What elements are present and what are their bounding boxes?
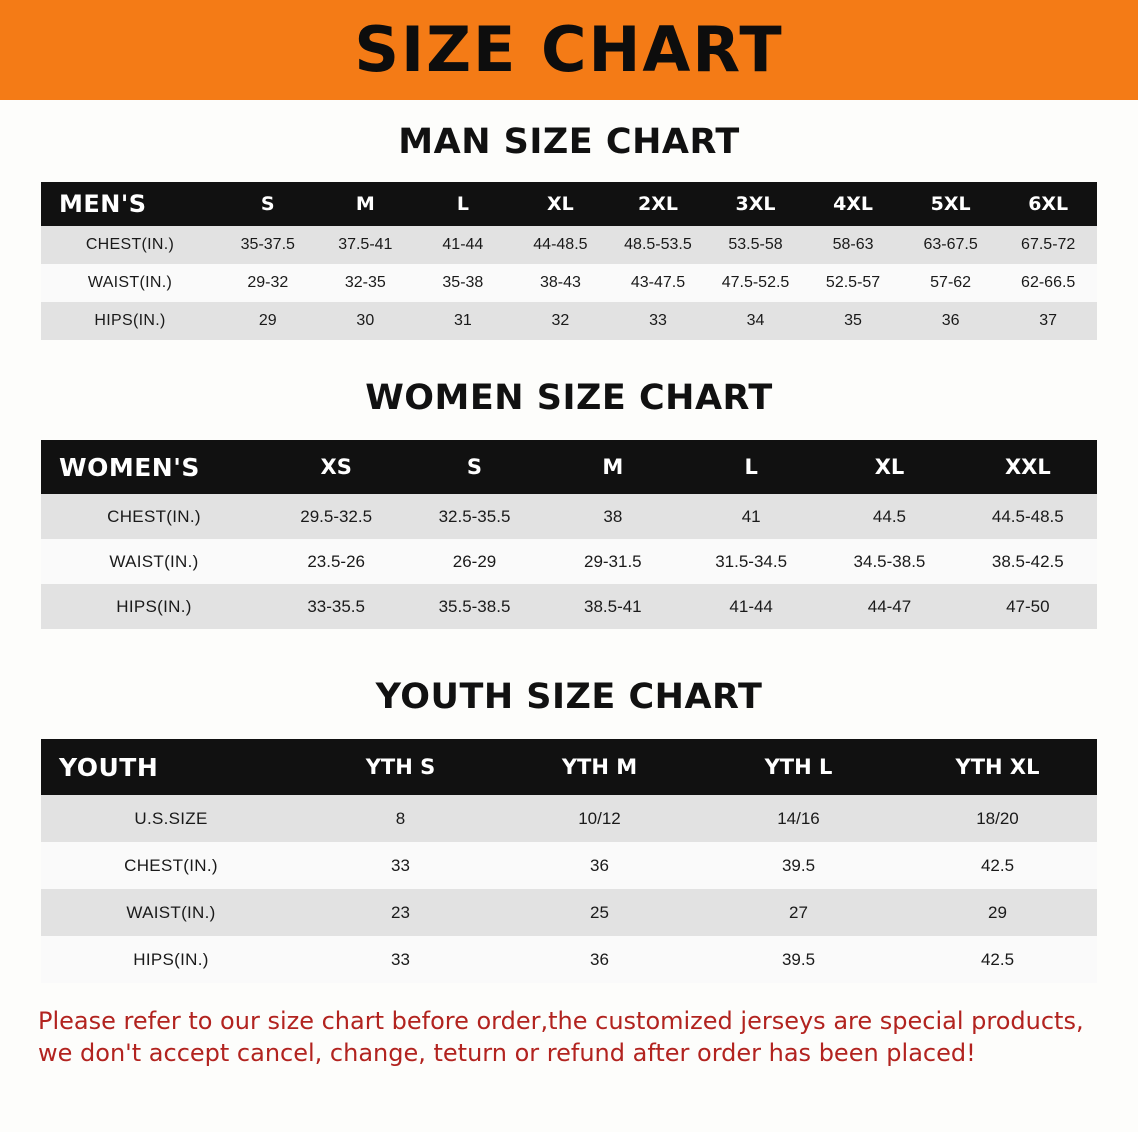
women-col-3: L xyxy=(682,440,820,494)
women-cell-1-3: 31.5-34.5 xyxy=(682,539,820,584)
men-cell-0-4: 48.5-53.5 xyxy=(609,226,707,264)
youth-col-0: YTH S xyxy=(301,739,500,795)
women-col-0: XS xyxy=(267,440,405,494)
men-cell-2-5: 34 xyxy=(707,302,805,340)
men-cell-1-7: 57-62 xyxy=(902,264,1000,302)
youth-size-table xyxy=(41,739,1097,983)
policy-note-line-2: we don't accept cancel, change, teturn or refund after order has been placed! xyxy=(38,1039,976,1068)
youth-cell-2-1: 25 xyxy=(500,889,699,936)
men-col-1: M xyxy=(317,182,415,226)
table-row xyxy=(41,584,1097,629)
table-row xyxy=(41,889,1097,936)
women-cell-2-4: 44-47 xyxy=(820,584,958,629)
women-cell-0-1: 32.5-35.5 xyxy=(405,494,543,539)
women-cell-2-2: 38.5-41 xyxy=(544,584,682,629)
men-row-1-label: WAIST(IN.) xyxy=(41,264,219,302)
men-col-2: L xyxy=(414,182,512,226)
men-cell-1-6: 52.5-57 xyxy=(804,264,902,302)
men-col-0: S xyxy=(219,182,317,226)
men-cell-2-4: 33 xyxy=(609,302,707,340)
women-cell-2-5: 47-50 xyxy=(959,584,1097,629)
women-row-1-label: WAIST(IN.) xyxy=(41,539,267,584)
youth-cell-3-0: 33 xyxy=(301,936,500,983)
men-col-8: 6XL xyxy=(999,182,1097,226)
men-cell-0-3: 44-48.5 xyxy=(512,226,610,264)
youth-cell-3-3: 42.5 xyxy=(898,936,1097,983)
men-cell-1-4: 43-47.5 xyxy=(609,264,707,302)
women-cell-2-3: 41-44 xyxy=(682,584,820,629)
page-title: SIZE CHART xyxy=(354,13,784,86)
men-cell-0-6: 58-63 xyxy=(804,226,902,264)
youth-cell-2-0: 23 xyxy=(301,889,500,936)
women-cell-1-5: 38.5-42.5 xyxy=(959,539,1097,584)
men-cell-0-8: 67.5-72 xyxy=(999,226,1097,264)
policy-note xyxy=(38,1005,1108,1070)
men-cell-0-0: 35-37.5 xyxy=(219,226,317,264)
women-col-4: XL xyxy=(820,440,958,494)
youth-cell-1-0: 33 xyxy=(301,842,500,889)
men-cell-1-2: 35-38 xyxy=(414,264,512,302)
youth-cell-0-1: 10/12 xyxy=(500,795,699,842)
youth-col-3: YTH XL xyxy=(898,739,1097,795)
youth-cell-1-2: 39.5 xyxy=(699,842,898,889)
women-row-2-label: HIPS(IN.) xyxy=(41,584,267,629)
men-cell-1-8: 62-66.5 xyxy=(999,264,1097,302)
men-col-5: 3XL xyxy=(707,182,805,226)
men-col-3: XL xyxy=(512,182,610,226)
youth-row-3-label: HIPS(IN.) xyxy=(41,936,301,983)
youth-cell-2-2: 27 xyxy=(699,889,898,936)
women-size-table xyxy=(41,440,1097,629)
table-row xyxy=(41,494,1097,539)
men-cell-2-1: 30 xyxy=(317,302,415,340)
table-header-row xyxy=(41,440,1097,494)
men-row-2-label: HIPS(IN.) xyxy=(41,302,219,340)
women-cell-1-4: 34.5-38.5 xyxy=(820,539,958,584)
youth-cell-3-2: 39.5 xyxy=(699,936,898,983)
men-cell-2-8: 37 xyxy=(999,302,1097,340)
youth-table-corner: YOUTH xyxy=(41,739,301,795)
men-cell-0-2: 41-44 xyxy=(414,226,512,264)
youth-cell-0-2: 14/16 xyxy=(699,795,898,842)
table-header-row xyxy=(41,182,1097,226)
women-table-corner: WOMEN'S xyxy=(41,440,267,494)
men-cell-2-6: 35 xyxy=(804,302,902,340)
youth-cell-3-1: 36 xyxy=(500,936,699,983)
men-row-0-label: CHEST(IN.) xyxy=(41,226,219,264)
table-row xyxy=(41,539,1097,584)
men-col-4: 2XL xyxy=(609,182,707,226)
table-row xyxy=(41,795,1097,842)
table-row xyxy=(41,264,1097,302)
men-cell-0-7: 63-67.5 xyxy=(902,226,1000,264)
men-cell-0-1: 37.5-41 xyxy=(317,226,415,264)
table-header-row xyxy=(41,739,1097,795)
youth-row-2-label: WAIST(IN.) xyxy=(41,889,301,936)
women-cell-2-0: 33-35.5 xyxy=(267,584,405,629)
man-section-title: MAN SIZE CHART xyxy=(398,122,740,162)
table-row xyxy=(41,302,1097,340)
men-size-table xyxy=(41,182,1097,340)
youth-cell-0-0: 8 xyxy=(301,795,500,842)
women-col-2: M xyxy=(544,440,682,494)
women-cell-2-1: 35.5-38.5 xyxy=(405,584,543,629)
men-cell-2-2: 31 xyxy=(414,302,512,340)
women-section-title: WOMEN SIZE CHART xyxy=(365,378,773,418)
youth-cell-1-1: 36 xyxy=(500,842,699,889)
table-row xyxy=(41,936,1097,983)
women-cell-0-4: 44.5 xyxy=(820,494,958,539)
women-cell-0-5: 44.5-48.5 xyxy=(959,494,1097,539)
men-cell-1-0: 29-32 xyxy=(219,264,317,302)
table-row xyxy=(41,842,1097,889)
youth-section-title: YOUTH SIZE CHART xyxy=(375,677,763,717)
women-col-1: S xyxy=(405,440,543,494)
women-row-0-label: CHEST(IN.) xyxy=(41,494,267,539)
men-cell-1-3: 38-43 xyxy=(512,264,610,302)
men-cell-2-0: 29 xyxy=(219,302,317,340)
women-cell-1-0: 23.5-26 xyxy=(267,539,405,584)
policy-note-line-1: Please refer to our size chart before order,the customized jerseys are special products, xyxy=(38,1007,1084,1035)
youth-row-1-label: CHEST(IN.) xyxy=(41,842,301,889)
women-cell-0-0: 29.5-32.5 xyxy=(267,494,405,539)
men-col-7: 5XL xyxy=(902,182,1000,226)
women-cell-1-2: 29-31.5 xyxy=(544,539,682,584)
page-banner xyxy=(0,0,1138,100)
youth-cell-1-3: 42.5 xyxy=(898,842,1097,889)
women-col-5: XXL xyxy=(959,440,1097,494)
youth-cell-0-3: 18/20 xyxy=(898,795,1097,842)
women-cell-1-1: 26-29 xyxy=(405,539,543,584)
youth-cell-2-3: 29 xyxy=(898,889,1097,936)
youth-col-1: YTH M xyxy=(500,739,699,795)
men-table-corner: MEN'S xyxy=(41,182,219,226)
women-cell-0-2: 38 xyxy=(544,494,682,539)
men-cell-2-7: 36 xyxy=(902,302,1000,340)
youth-row-0-label: U.S.SIZE xyxy=(41,795,301,842)
men-col-6: 4XL xyxy=(804,182,902,226)
men-cell-1-1: 32-35 xyxy=(317,264,415,302)
women-cell-0-3: 41 xyxy=(682,494,820,539)
table-row xyxy=(41,226,1097,264)
men-cell-1-5: 47.5-52.5 xyxy=(707,264,805,302)
men-cell-2-3: 32 xyxy=(512,302,610,340)
men-cell-0-5: 53.5-58 xyxy=(707,226,805,264)
youth-col-2: YTH L xyxy=(699,739,898,795)
